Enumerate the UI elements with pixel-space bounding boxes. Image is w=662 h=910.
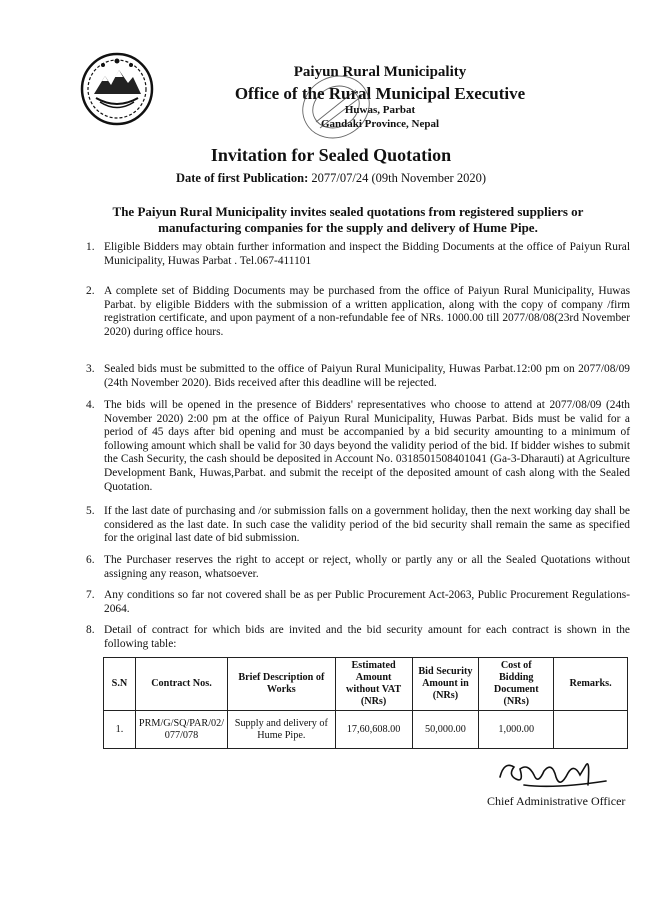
office-location: Huwas, Parbat — [344, 104, 416, 116]
list-item — [86, 624, 630, 651]
handwritten-signature — [494, 755, 614, 795]
item-number: 8. — [86, 624, 95, 636]
item-number: 1. — [86, 241, 95, 253]
municipality-emblem-logo — [80, 52, 154, 126]
item-number: 5. — [86, 505, 95, 517]
office-name: Office of the Rural Municipal Executive — [234, 84, 526, 103]
municipality-name: Paiyun Rural Municipality — [293, 64, 467, 80]
table-row — [104, 711, 628, 749]
list-item — [86, 399, 630, 494]
table-cell: 17,60,608.00 — [335, 711, 412, 749]
item-text: The Purchaser reserves the right to accept or reject, wholly or partly any or all the Sealed Quotations without assigning any reason, whatsoever. — [104, 554, 630, 580]
item-text: The bids will be opened in the presence of Bidders' representatives who choose to attend at 2077/08/09 (24th November 2020) 2:00 pm at the office of Paiyun Rural Municipality, Huwas Parbat. Bids must be valid for a period of 45 days after bid opening and must be accompanied by a bid security amounting to a minimum of following amount which shall be valid for 30 days beyond the validity period of the bid. If bidder wishes to submit the Cash Security, the cash should be deposited in Account No. 0318501508401041 (Ga-3-Dharauti) at Agriculture Development Bank, Huwas,Parbat. and submit the receipt of the deposited amount of cash along with the Sealed Quotation. — [104, 399, 630, 493]
table-cell — [554, 711, 628, 749]
list-item — [86, 589, 630, 616]
list-item — [86, 505, 630, 546]
column-header: Cost of Bidding Document (NRs) — [479, 658, 554, 711]
item-text: If the last date of purchasing and /or submission falls on a government holiday, then the next working day shall be considered as the last date. In such case the validity period of the bid security shall remain the same as specified for the original last date of bid submission. — [104, 505, 630, 545]
item-text: Eligible Bidders may obtain further information and inspect the Bidding Documents at the office of Paiyun Rural Municipality, Huwas Parbat . Tel.067-411101 — [104, 241, 630, 267]
publication-date — [0, 171, 662, 186]
item-number: 4. — [86, 399, 95, 411]
item-text: Detail of contract for which bids are invited and the bid security amount for each contract is shown in the following table: — [104, 624, 630, 650]
item-number: 2. — [86, 285, 95, 297]
item-number: 7. — [86, 589, 95, 601]
publication-date-value: 2077/07/24 (09th November 2020) — [311, 171, 487, 185]
table-cell: 1,000.00 — [479, 711, 554, 749]
column-header: Contract Nos. — [135, 658, 227, 711]
list-item — [86, 363, 630, 390]
table-header-row — [104, 658, 628, 711]
column-header: Estimated Amount without VAT (NRs) — [335, 658, 412, 711]
signatory-title: Chief Administrative Officer — [487, 794, 626, 808]
column-header: Brief Description of Works — [228, 658, 336, 711]
table-cell: 1. — [104, 711, 136, 749]
table-cell: Supply and delivery of Hume Pipe. — [228, 711, 336, 749]
publication-date-label: Date of first Publication: — [175, 171, 309, 185]
invitation-intro: The Paiyun Rural Municipality invites sealed quotations from registered suppliers or manufacturing companies for the supply and delivery of Hume Pipe. — [112, 204, 584, 235]
list-item — [86, 241, 630, 268]
list-item — [86, 554, 630, 581]
item-text: Sealed bids must be submitted to the office of Paiyun Rural Municipality, Huwas Parbat.12:00 pm on 2077/08/09 (24th November 2020). Bids received after this deadline will be rejected. — [104, 363, 630, 389]
item-text: A complete set of Bidding Documents may be purchased from the office of Paiyun Rural Municipality, Huwas Parbat. by eligible Bidders with the submission of a written application, along with the copy of company /firm registration certificate, and upon payment of a non-refundable fee of NRs. 1000.00 till 2077/08/08(23rd November 2020) during office hours. — [104, 285, 630, 338]
item-number: 3. — [86, 363, 95, 375]
column-header: S.N — [104, 658, 136, 711]
item-number: 6. — [86, 554, 95, 566]
document-title: Invitation for Sealed Quotation — [210, 145, 452, 165]
office-province: Gandaki Province, Nepal — [320, 118, 440, 130]
office-stamp — [286, 62, 386, 152]
table-cell: PRM/G/SQ/PAR/02/ 077/078 — [135, 711, 227, 749]
table-cell: 50,000.00 — [412, 711, 479, 749]
column-header: Bid Security Amount in (NRs) — [412, 658, 479, 711]
item-text: Any conditions so far not covered shall be as per Public Procurement Act-2063, Public Procurement Regulations-2064. — [104, 589, 630, 615]
column-header: Remarks. — [554, 658, 628, 711]
list-item — [86, 285, 630, 339]
contract-table — [103, 657, 628, 749]
